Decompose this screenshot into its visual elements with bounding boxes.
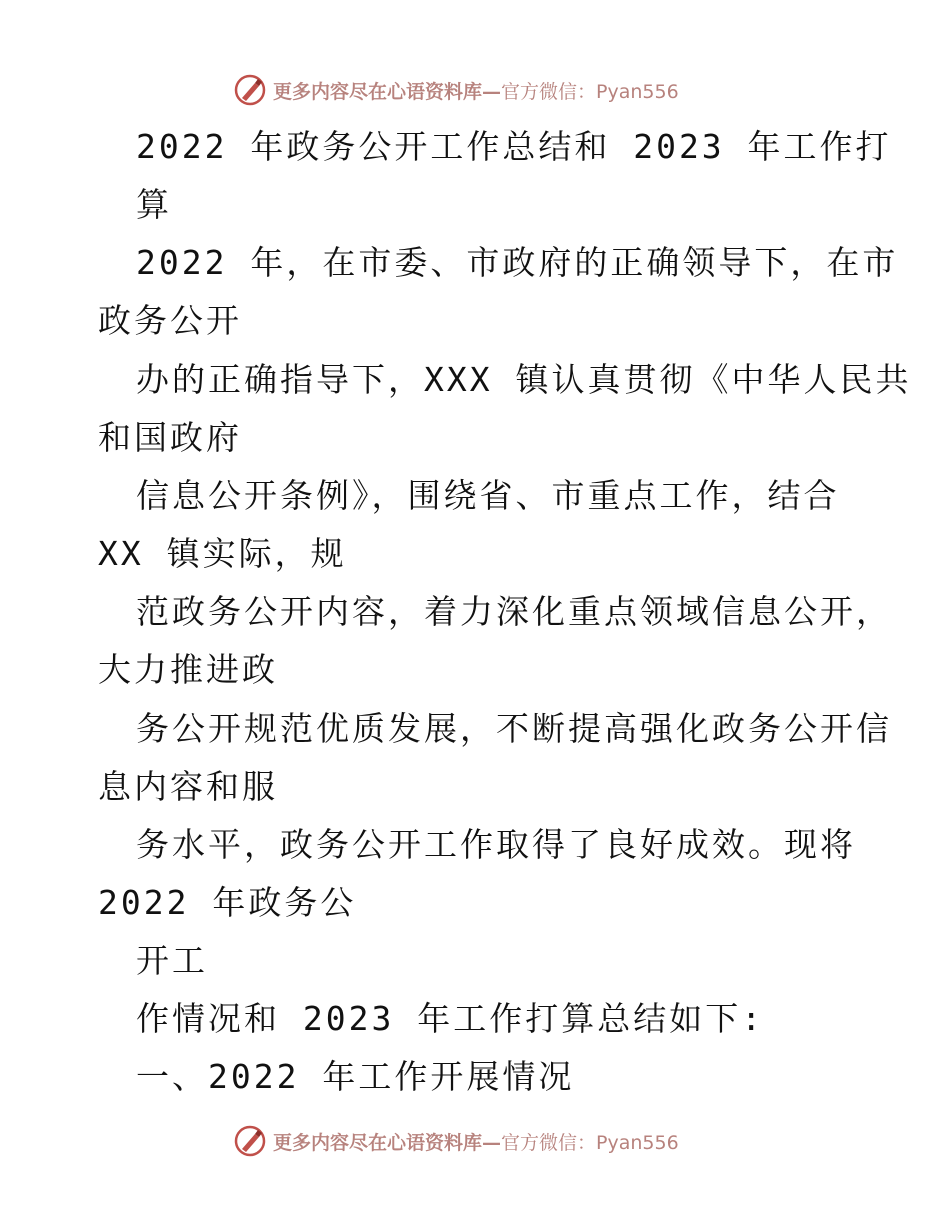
doc-title-line-1: 2022 年政务公开工作总结和 2023 年工作打	[136, 127, 892, 166]
doc-body-line: 信息公开条例》，围绕省、市重点工作，结合	[136, 476, 840, 515]
header-watermark	[233, 72, 679, 108]
doc-body-line: 政务公开	[98, 301, 242, 340]
doc-body-line: 办的正确指导下，XXX 镇认真贯彻《中华人民共	[136, 360, 912, 399]
doc-body-line: 息内容和服	[98, 767, 278, 806]
watermark-contact: 官方微信：Pyan556	[501, 1131, 679, 1154]
doc-title-line-2: 算	[136, 185, 172, 224]
watermark-text: 更多内容尽在心语资料库—	[273, 80, 502, 103]
section-heading: 一、2022 年工作开展情况	[136, 1057, 575, 1096]
doc-body-line: 2022 年政务公	[98, 883, 357, 922]
watermark-text: 更多内容尽在心语资料库—	[273, 1131, 502, 1154]
doc-body-line: 作情况和 2023 年工作打算总结如下:	[136, 999, 765, 1038]
doc-body-line: XX 镇实际，规	[98, 534, 347, 573]
doc-body-line: 开工	[136, 941, 208, 980]
doc-body-line: 务公开规范优质发展，不断提高强化政务公开信	[136, 709, 892, 748]
doc-body-line: 范政务公开内容，着力深化重点领域信息公开，	[136, 592, 892, 631]
doc-body-line: 2022 年，在市委、市政府的正确领导下，在市	[136, 243, 899, 282]
doc-body-line: 大力推进政	[98, 650, 278, 689]
footer-watermark	[233, 1123, 679, 1159]
doc-body-line: 和国政府	[98, 418, 242, 457]
doc-body-line: 务水平，政务公开工作取得了良好成效。现将	[136, 825, 856, 864]
watermark-contact: 官方微信：Pyan556	[501, 80, 679, 103]
pen-logo-icon	[233, 1124, 267, 1158]
pen-logo-icon	[233, 73, 267, 107]
